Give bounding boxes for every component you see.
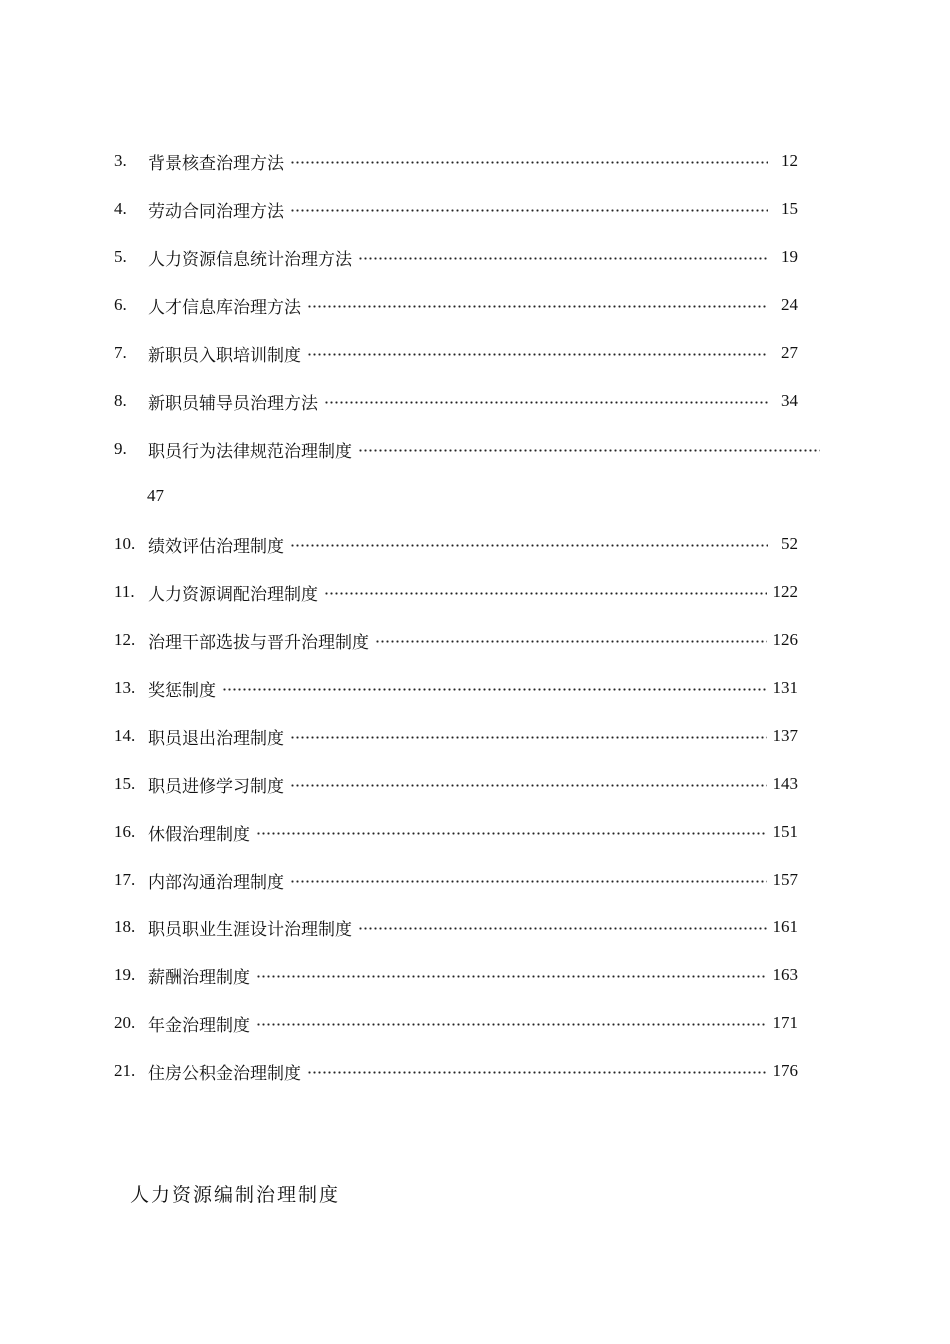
dot-leader	[222, 688, 767, 691]
toc-entry-page: 52	[781, 534, 798, 553]
toc-entry[interactable]	[114, 195, 798, 223]
toc-entry[interactable]	[114, 387, 798, 415]
dot-leader	[307, 305, 768, 308]
toc-entry-number: 10.	[114, 534, 136, 553]
toc-entry-number: 20.	[114, 1013, 136, 1032]
dot-leader	[358, 927, 767, 930]
dot-leader	[290, 880, 767, 883]
dot-leader	[290, 161, 768, 164]
toc-entry[interactable]	[114, 291, 798, 319]
dot-leader	[358, 449, 820, 452]
toc-entry-page: 143	[772, 774, 798, 793]
toc-entry-page: 27	[781, 343, 798, 362]
toc-entry[interactable]	[114, 626, 798, 654]
dot-leader	[324, 401, 768, 404]
toc-entry[interactable]	[114, 913, 798, 941]
toc-entry-page: 19	[781, 247, 798, 266]
dot-leader	[307, 353, 768, 356]
toc-entry-title: 新职员入职培训制度	[148, 345, 301, 365]
toc-entry-page: 12	[781, 151, 798, 170]
toc-entry-page: 161	[772, 917, 798, 936]
toc-entry-title: 劳动合同治理方法	[148, 201, 284, 221]
toc-entry[interactable]	[114, 578, 798, 606]
toc-entry-title: 住房公积金治理制度	[148, 1063, 301, 1083]
toc-entry-number: 3.	[114, 151, 127, 170]
toc-entry-number: 21.	[114, 1061, 136, 1080]
toc-entry-number: 4.	[114, 199, 127, 218]
toc-entry-title: 年金治理制度	[148, 1015, 250, 1035]
toc-entry-page: 163	[772, 965, 798, 984]
toc-entry-page: 34	[781, 391, 798, 410]
toc-entry-title: 新职员辅导员治理方法	[148, 393, 318, 413]
toc-entry[interactable]	[114, 243, 798, 271]
dot-leader	[307, 1071, 767, 1074]
dot-leader	[358, 257, 768, 260]
toc-entry-number: 7.	[114, 343, 127, 362]
toc-entry[interactable]	[114, 866, 798, 894]
dot-leader	[290, 544, 768, 547]
toc-entry-title: 休假治理制度	[148, 824, 250, 844]
toc-entry-title: 人力资源调配治理制度	[148, 584, 318, 604]
toc-entry-number: 6.	[114, 295, 127, 314]
toc-entry[interactable]	[114, 674, 798, 702]
toc-entry-page: 171	[772, 1013, 798, 1032]
dot-leader	[256, 832, 767, 835]
toc-entry-title: 职员进修学习制度	[148, 776, 284, 796]
toc-entry[interactable]	[114, 722, 798, 750]
toc-entry[interactable]	[114, 530, 798, 558]
toc-entry[interactable]	[114, 961, 798, 989]
toc-entry[interactable]	[114, 435, 820, 463]
toc-entry-title: 职员行为法律规范治理制度	[148, 441, 352, 461]
dot-leader	[290, 209, 768, 212]
toc-entry-page: 131	[772, 678, 798, 697]
toc-entry-number: 19.	[114, 965, 136, 984]
toc-entry-number: 9.	[114, 439, 127, 458]
toc-entry[interactable]	[114, 770, 798, 798]
toc-entry-page: 137	[772, 726, 798, 745]
toc-entry-page: 151	[772, 822, 798, 841]
toc-entry-number: 15.	[114, 774, 136, 793]
toc-entry-title: 治理干部选拔与晋升治理制度	[148, 632, 369, 652]
dot-leader	[324, 592, 767, 595]
toc-entry-page: 176	[772, 1061, 798, 1080]
toc-entry-title: 人才信息库治理方法	[148, 297, 301, 317]
toc-entry[interactable]	[114, 1057, 798, 1085]
toc-entry[interactable]	[114, 1009, 798, 1037]
section-heading: 人力资源编制治理制度	[130, 1184, 341, 1206]
toc-entry-number: 11.	[114, 582, 135, 601]
dot-leader	[256, 975, 767, 978]
toc-entry-title: 绩效评估治理制度	[148, 536, 284, 556]
toc-entry-title: 人力资源信息统计治理方法	[148, 249, 352, 269]
dot-leader	[290, 736, 767, 739]
toc-entry-title: 职员职业生涯设计治理制度	[148, 919, 352, 939]
toc-entry-number: 16.	[114, 822, 136, 841]
toc-entry-number: 5.	[114, 247, 127, 266]
toc-entry[interactable]	[114, 147, 798, 175]
toc-entry-title: 薪酬治理制度	[148, 967, 250, 987]
toc-entry-page-wrapped: 47	[147, 486, 164, 505]
toc-entry-page: 157	[772, 870, 798, 889]
dot-leader	[256, 1023, 767, 1026]
toc-entry-number: 12.	[114, 630, 136, 649]
toc-entry[interactable]	[114, 339, 798, 367]
toc-entry-number: 14.	[114, 726, 136, 745]
toc-entry-number: 13.	[114, 678, 136, 697]
toc-entry-page: 122	[772, 582, 798, 601]
toc-entry-title: 职员退出治理制度	[148, 728, 284, 748]
dot-leader	[290, 784, 767, 787]
toc-entry-title: 内部沟通治理制度	[148, 872, 284, 892]
toc-entry-number: 18.	[114, 917, 136, 936]
toc-entry-page: 126	[772, 630, 798, 649]
dot-leader	[375, 640, 767, 643]
toc-entry-title: 背景核查治理方法	[148, 153, 284, 173]
toc-entry-number: 17.	[114, 870, 136, 889]
toc-entry[interactable]	[114, 818, 798, 846]
toc-entry-title: 奖惩制度	[148, 680, 216, 700]
toc-entry-page: 15	[781, 199, 798, 218]
toc-entry-number: 8.	[114, 391, 127, 410]
toc-entry-page: 24	[781, 295, 798, 314]
